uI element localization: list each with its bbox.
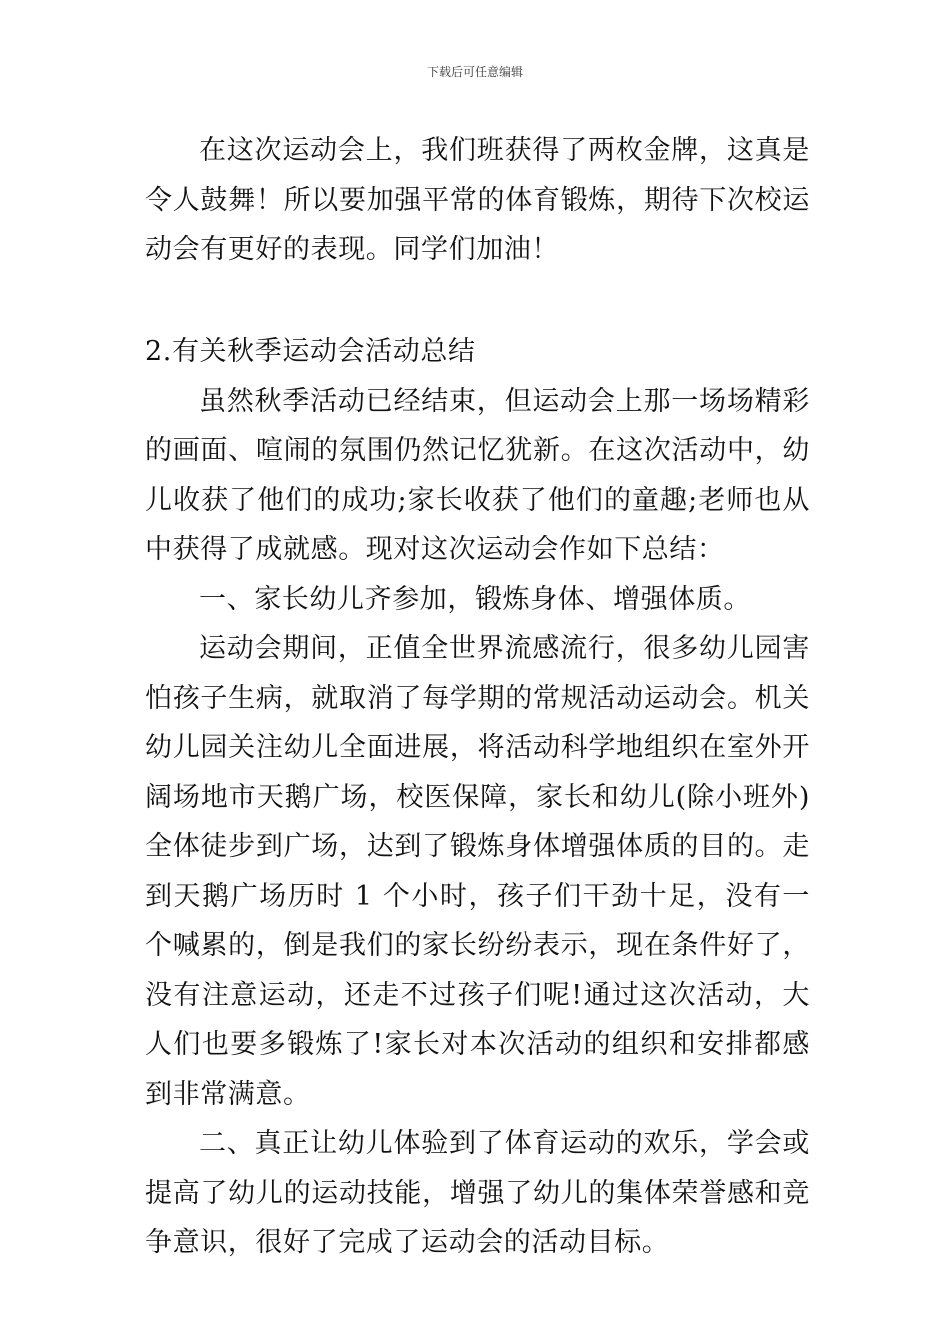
paragraph-point-two: 二、真正让幼儿体验到了体育运动的欢乐，学会或提高了幼儿的运动技能，增强了幼儿的集体荣誉感和竞争意识，很好了完成了运动会的活动目标。 <box>145 1128 810 1258</box>
page-header-watermark: 下载后可任意编辑 <box>426 65 523 79</box>
summary-section <box>145 327 810 1268</box>
intro-paragraph: 在这次运动会上，我们班获得了两枚金牌，这真是令人鼓舞！所以要加强平常的体育锻炼，期待下次校运动会有更好的表现。同学们加油！ <box>145 135 810 265</box>
paragraph-overview: 虽然秋季活动已经结束，但运动会上那一场场精彩的画面、喧闹的氛围仍然记忆犹新。在这次活动中，幼儿收获了他们的成功;家长收获了他们的童趣;老师也从中获得了成就感。现对这次运动会作如下总结： <box>145 385 810 565</box>
section-title: 2.有关秋季运动会活动总结 <box>145 336 476 367</box>
intro-block <box>145 126 810 275</box>
heading-point-one: 一、家长幼儿齐参加，锻炼身体、增强体质。 <box>199 583 751 615</box>
paragraph-point-one: 运动会期间，正值全世界流感流行，很多幼儿园害怕孩子生病，就取消了每学期的常规活动运动会。机关幼儿园关注幼儿全面进展，将活动科学地组织在室外开阔场地市天鹅广场，校医保障，家长和幼儿(除小班外)全体徒步到广场，达到了锻炼身体增强体质的目的。走到天鹅广场历时 1 个小时，孩子们干劲十足，没有一个喊累的，倒是我们的家长纷纷表示，现在条件好了，没有注意运动，还走不过孩子们呢!通过这次活动，大人们也要多锻炼了!家长对本次活动的组织和安排都感到非常满意。 <box>145 633 810 1110</box>
